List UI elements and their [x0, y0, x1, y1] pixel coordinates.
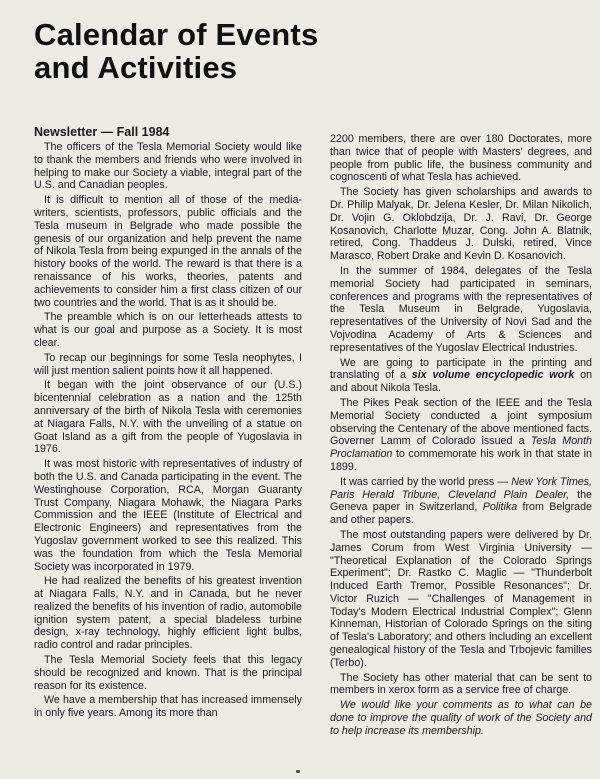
paragraph: The preamble which is on our letterheads attests to what is our goal and purpose as a Society. It is most clear. [34, 311, 302, 349]
text-run: the Geneva paper in Switzerland, [330, 488, 593, 514]
right-column [330, 133, 592, 740]
page-title [34, 18, 318, 84]
text-run: from Belgrade and other papers. [330, 501, 592, 527]
paragraph: The officers of the Tesla Memorial Society would like to thank the members and friends who were involved in helping to make our Society a viable, integral part of the U.S. and Canadian peoples. [34, 141, 302, 192]
section-heading: Newsletter — Fall 1984 [34, 125, 170, 139]
paragraph: 2200 members, there are over 180 Doctorates, more than twice that of people with Masters' degrees, and people from public life, the business community and cognoscenti of what Tesla has achieved. [330, 133, 592, 184]
left-column [34, 125, 302, 722]
paragraph: It is difficult to mention all of those of the media-writers, scientists, professors, public officials and the Tesla museum in Belgrade who made possible the genesis of our organization and help prevent the name of Nikola Tesla from being expunged in the annals of the history books of the world. The reward is that there is a renaissance of his works, theories, patents and achievements to consider him a first class citizen of our two countries and the world. That is as it should be. [34, 194, 302, 309]
paragraph: The most outstanding papers were delivered by Dr. James Corum from West Virginia University — "Theoretical Explanation of the Colorado Springs Experiment"; Dr. Rastko C. Maglic — "Thunderbolt Induced Earth Tremor, Possible Resonances"; Dr. Victor Ruzich — "Challenges of Management in Today's Modern Electrical Industrial Complex"; Glenn Kinneman, Historian of Colorado Springs on the siting of Tesla's Laboratory; and others including an excellent genealogical history of the Tesla and Trbojevic families (Terbo). [330, 528, 592, 669]
emphasis-text: New York Times, Paris Herald Tribune, Cleveland Plain Dealer, [330, 475, 592, 501]
paragraph [330, 357, 592, 395]
paragraph: We have a membership that has increased immensely in only five years. Among its more than [34, 694, 302, 720]
page-title-line-2: and Activities [34, 50, 238, 85]
text-run: on and about Nikola Tesla. [330, 369, 593, 395]
closing-paragraph: We would like your comments as to what can be done to improve the quality of work of the Society and to help increase its membership. [330, 699, 592, 737]
paragraph: It was most historic with representatives of industry of both the U.S. and Canada participating in the event. The Westinghouse Corporation, RCA, Morgan Guaranty Trust Company, Niagara Mohawk, the Niagara Parks Commission and the IEEE (Institute of Electrical and Electronic Engineers) and representatives from the Yugoslav government worked to see this realized. This was the foundation from which the Tesla Memorial Society was incorporated in 1979. [34, 458, 302, 573]
emphasis-text: Politika [482, 501, 518, 514]
text-run: It was carried by the world press — [340, 475, 512, 488]
emphasis-text: six volume encyclopedic work [411, 369, 575, 382]
text-run: to commemorate his work in that state in 1899. [330, 448, 592, 473]
paragraph: To recap our beginnings for some Tesla neophytes, I will just mention salient points how it all happened. [34, 351, 302, 377]
page-title-line-1: Calendar of Events [34, 17, 319, 52]
text-run: The Pikes Peak section of the IEEE and the Tesla Memorial Society conducted a joint symposium observing the Centenary of the above mentioned facts. Governer Lamm of Colorado issued a [330, 396, 592, 448]
paragraph: The Tesla Memorial Society feels that this legacy should be recognized and known. That is the principal reason for its existence. [34, 654, 302, 692]
text-run: We are going to participate in the printing and translating of a [330, 356, 592, 382]
paragraph: It began with the joint observance of our (U.S.) bicentennial celebration as a nation and the 125th anniversary of the birth of Nikola Tesla with ceremonies at Niagara Falls, N.Y. with the unveiling of a statue on Goat Island as a gift from the people of Yugoslavia in 1976. [34, 379, 302, 456]
page-mark [296, 770, 300, 773]
emphasis-text: Tesla Month Proclamation [330, 435, 592, 461]
paragraph: The Society has other material that can be sent to members in xerox form as a service free of charge. [330, 671, 592, 697]
paragraph [330, 397, 592, 474]
paragraph: He had realized the benefits of his greatest invention at Niagara Falls, N.Y. and in Canada, but he never realized the benefits of his invention of radio, automobile ignition system patent, a special bladeless turbine design, x-ray technology, highly efficient light bulbs, radio control and radar principles. [34, 575, 302, 652]
paragraph [330, 476, 592, 527]
paragraph: The Society has given scholarships and awards to Dr. Philip Malyak, Dr. Jelena Kesler, Dr. Milan Nikolich, Dr. Vojin G. Oklobdzija, Dr. J. Ravi, Dr. George Kosanovich, Charlotte Muzar, Cong. John A. Blatnik, retired, Cong. Thaddeus J. Dulski, retired, Vince Marasco, Robert Drake and Kevin D. Kosanovich. [330, 186, 592, 263]
paragraph: In the summer of 1984, delegates of the Tesla memorial Society had participated in seminars, conferences and programs with the representatives of the Tesla Museum in Belgrade, Yugoslavia, representatives of the University of Novi Sad and the Vojvodina Academy of Arts & Sciences and representatives of the Yugoslav Electrical Industries. [330, 264, 592, 354]
